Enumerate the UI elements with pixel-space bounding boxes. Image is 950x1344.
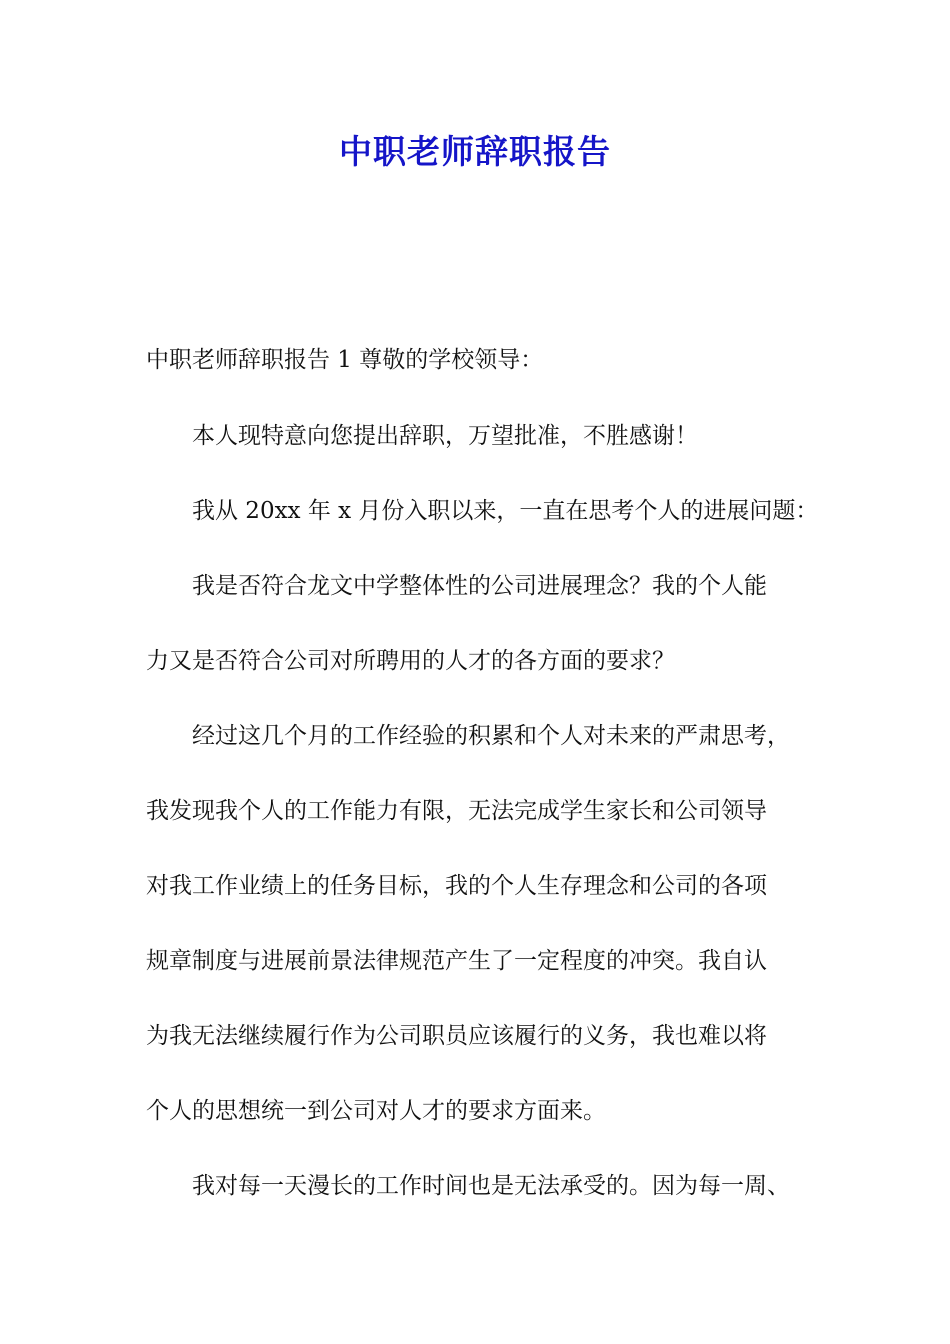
paragraph-line: 我从 20xx 年 x 月份入职以来，一直在思考个人的进展问题： [192,498,819,524]
paragraph-line: 我是否符合龙文中学整体性的公司进展理念？我的个人能 [192,573,767,599]
paragraph-line: 为我无法继续履行作为公司职员应该履行的义务，我也难以将 [146,1023,767,1049]
salutation-line: 中职老师辞职报告 1 尊敬的学校领导： [146,347,544,373]
document-title: 中职老师辞职报告 [339,132,611,171]
paragraph-line: 经过这几个月的工作经验的积累和个人对未来的严肃思考， [192,723,790,749]
paragraph-line: 我对每一天漫长的工作时间也是无法承受的。因为每一周、 [192,1173,790,1199]
paragraph-line: 本人现特意向您提出辞职，万望批准，不胜感谢！ [192,423,698,449]
paragraph-line: 对我工作业绩上的任务目标，我的个人生存理念和公司的各项 [146,873,767,899]
paragraph-line: 个人的思想统一到公司对人才的要求方面来。 [146,1098,606,1124]
paragraph-line: 力又是否符合公司对所聘用的人才的各方面的要求？ [146,648,675,674]
paragraph-line: 规章制度与进展前景法律规范产生了一定程度的冲突。我自认 [146,948,767,974]
paragraph-line: 我发现我个人的工作能力有限，无法完成学生家长和公司领导 [146,798,767,824]
